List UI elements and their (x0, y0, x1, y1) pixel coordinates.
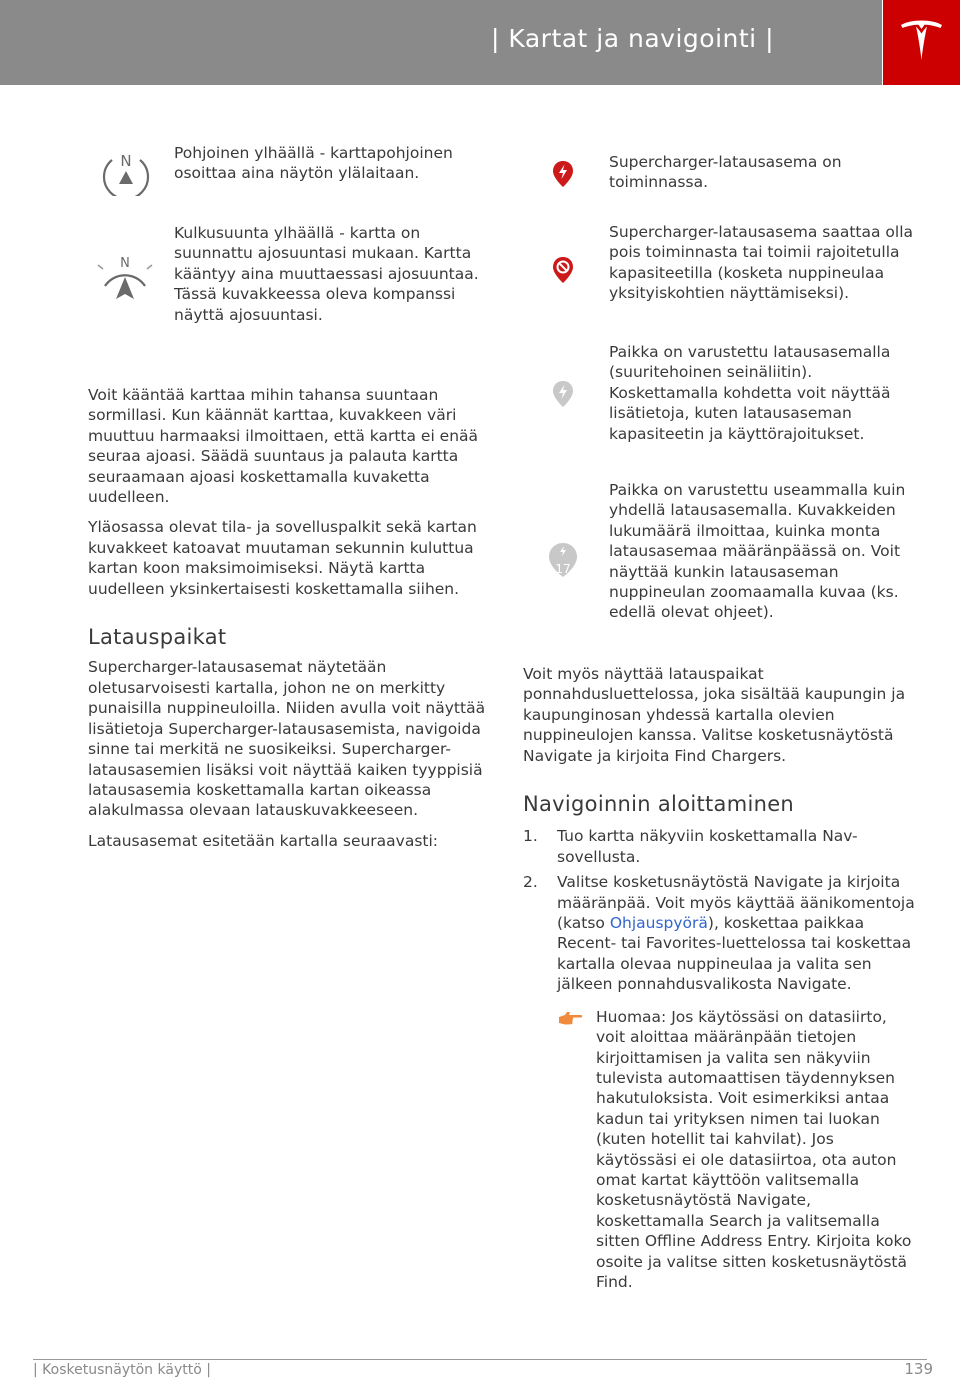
step-1 (523, 826, 918, 867)
left-column (88, 143, 488, 861)
supercharger-limited-pin-icon (551, 256, 575, 284)
note-block (557, 1007, 918, 1293)
multiple-chargers-description: Paikka on varustettu useammalla kuin yhdellä latausasemalla. Kuvakkeiden lukumäärä ilmoittaa, kuinka monta latausasemaa määränpäässä on. Voit näyttää kunkin latausaseman nuppineulan zoomaamalla kuvaa (ks. edellä olevat ohjeet). (609, 481, 906, 622)
supercharger-pin-icon (551, 160, 575, 188)
svg-text:N: N (120, 256, 130, 271)
step-2-number: 2. (523, 873, 538, 892)
right-column (523, 152, 918, 1292)
step-1-text: Tuo kartta näkyviin koskettamalla Nav-sovellusta. (557, 827, 858, 866)
step-2 (523, 872, 918, 994)
tesla-logo-icon (899, 16, 944, 68)
footer-section: | Kosketusnäytön käyttö | (33, 1362, 211, 1378)
heading-up-description: Kulkusuunta ylhäällä - kartta on suunnattu ajosuuntasi mukaan. Kartta kääntyy aina muuttaessasi ajosuuntaa. Tässä kuvakkeessa oleva kompanssi näyttä ajosuuntasi. (174, 224, 479, 324)
destination-charger-description: Paikka on varustettu latausasemalla (suuritehoinen seinäliitin). Koskettamalla kohdetta voit näyttää lisätietoja, kuten latausaseman kapasiteetin ja käyttörajoitukset. (609, 343, 891, 443)
hide-bars-paragraph: Yläosassa olevat tila- ja sovelluspalkit sekä kartan kuvakkeet katoavat muutaman sekunnin kuluttua kartan koon maksimoimiseksi. Näytä kartta uudelleen yksinkertaisesti koskettamalla siihen. (88, 518, 477, 598)
steering-wheel-link[interactable]: Ohjauspyörä (609, 914, 708, 933)
chargers-display-intro: Latausasemat esitetään kartalla seuraavasti: (88, 831, 439, 850)
footer-divider (33, 1359, 927, 1360)
page-header (0, 0, 882, 85)
note-text: Huomaa: Jos käytössäsi on datasiirto, voit aloittaa määränpään tietojen kirjoittamisen ja valita sen näkyviin tulevista automaattisen täydennyksen hakutuloksista. Voit esimerkiksi antaa kadun tai yrityksen nimen tai luokan (kuten hotellit tai kahvilat). Jos käytössäsi ei ole datasiirtoa, ota auton omat kartat käyttöön valitsemalla kosketusnäytöstä Navigate, koskettamalla Search ja valitsemalla sitten Offline Address Entry. Kirjoita koko osoite ja valitse sitten kosketusnäytöstä Find. (596, 1007, 912, 1291)
destination-charger-pin-icon (551, 380, 575, 408)
compass-north-up-icon (100, 146, 152, 196)
destination-charger-row (523, 342, 918, 480)
step-2-text-after: ), koskettaa paikkaa Recent- tai Favorites-luettelossa tai koskettaa kartalla olevaa nuppineulaa ja valita sen jälkeen ponnahdusvalikosta Navigate. (557, 914, 912, 994)
compass-heading-up-icon (94, 253, 156, 309)
superchargers-paragraph: Supercharger-latausasemat näytetään oletusarvoisesti kartalla, johon ne on merkitty punaisilla nuppineuloilla. Niiden avulla voit näyttää lisätietoja Supercharger-latausasemista, navigoida sinne tai merkitä ne suosikeiksi. Supercharger-latausasemien lisäksi voit näyttää kaiken tyyppisiä latausasemia koskettamalla kartan oikeassa alakulmassa olevaan latauskuvakkeeseen. (88, 658, 486, 820)
rotate-map-paragraph: Voit kääntää karttaa mihin tahansa suuntaan sormillasi. Kun käännät karttaa, kuvakkeen väri muuttuu harmaaksi ilmoittaen, että kartta ei enää seuraa ajoasi. Säädä suuntaus ja palauta kartta seuraamaan ajoasi koskettamalla kuvaketta uudelleen. (88, 386, 479, 507)
charging-locations-heading: Latauspaikat (88, 625, 227, 650)
multiple-chargers-row (523, 480, 918, 646)
supercharger-limited-row (523, 222, 918, 342)
step-2-text-before: Valitse kosketusnäytöstä Navigate ja kirjoita määränpää. Voit myös käyttää äänikomentoja (katso (557, 873, 915, 933)
start-navigation-heading: Navigoinnin aloittaminen (523, 792, 795, 817)
charger-count-badge: 17 (555, 562, 571, 576)
north-up-description: Pohjoinen ylhäällä - karttapohjoinen osoittaa aina näytön ylälaitaan. (174, 144, 453, 183)
page-number: 139 (904, 1360, 933, 1378)
step-1-number: 1. (523, 827, 538, 846)
chargers-list-paragraph: Voit myös näyttää latauspaikat ponnahdusluettelossa, joka sisältää kaupungin ja kaupunginosan yhdessä kartalla olevien nuppineulojen kanssa. Valitse kosketusnäytöstä Navigate ja kirjoita Find Chargers. (523, 665, 906, 765)
svg-text:N: N (120, 152, 132, 170)
supercharger-row (523, 152, 918, 222)
supercharger-limited-description: Supercharger-latausasema saattaa olla pois toiminnasta tai toimii rajoitetulla kapasiteetilla (kosketa nuppineulaa yksityiskohtien näyttämiseksi). (609, 223, 914, 303)
brand-logo-box (883, 0, 960, 85)
heading-up-row (88, 223, 488, 363)
page-title: | Kartat ja navigointi | (491, 24, 774, 53)
pointing-hand-icon (557, 1009, 583, 1027)
supercharger-description: Supercharger-latausasema on toiminnassa. (609, 153, 842, 192)
navigation-steps (523, 826, 918, 994)
north-up-row (88, 143, 488, 215)
